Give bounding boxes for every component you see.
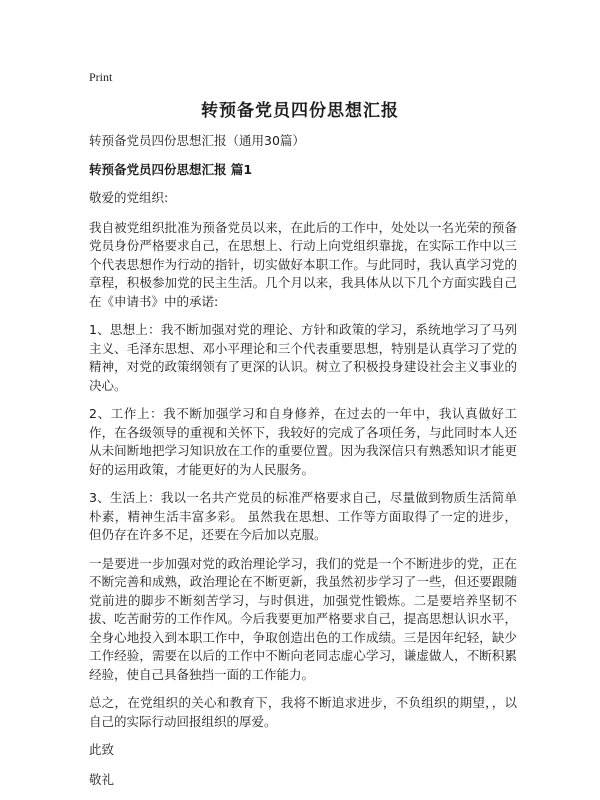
body-paragraph-life: 3、生活上：我以一名共产党员的标准严格要求自己，尽量做到物质生活简单朴素，精神生活丰富多彩。 虽然我在思想、工作等方面取得了一定的进步，但仍存在许多不足，还要在今后加以克服。 xyxy=(89,490,517,542)
salutation: 敬爱的党组织: xyxy=(89,190,169,205)
print-label: Print xyxy=(89,70,113,84)
document-subtitle: 转预备党员四份思想汇报（通用30篇） xyxy=(89,133,305,148)
document-body xyxy=(89,132,517,800)
section-heading: 转预备党员四份思想汇报 篇1 xyxy=(89,161,253,177)
closing-regards: 敬礼 xyxy=(89,771,115,787)
closing-salutation: 此致 xyxy=(89,742,115,757)
body-paragraph-improvements: 一是要进一步加强对党的政治理论学习，我们的党是一个不断进步的党，正在不断完善和成熟，政治理论在不断更新，我虽然初步学习了一些，但还要跟随党前进的脚步不断刻苦学习，与时俱进，加强党性锻炼。二是要培养坚韧不拔、吃苦耐劳的工作作风。今后我要更加严格要求自己，提高思想认识水平，全身心地投入到本职工作中，争取创造出色的工作成绩。三是因年纪轻，缺少工作经验，需要在以后的工作中不断向老同志虚心学习，谦虚做人，不断积累经验，使自己具备独挡一面的工作能力。 xyxy=(89,555,517,682)
document-title: 转预备党员四份思想汇报 xyxy=(201,101,399,121)
body-paragraph-intro: 我自被党组织批准为预备党员以来，在此后的工作中，处处以一名光荣的预备党员身份严格要求自己，在思想上、行动上向党组织靠拢，在实际工作中以三个代表思想作为行动的指针，切实做好本职工作。与此同时，我认真学习党的章程，积极参加党的民主生活。几个月以来，我具体从以下几个方面实践自己在《申请书》中的承诺: xyxy=(89,219,517,309)
body-paragraph-summary: 总之，在党组织的关心和教育下，我将不断追求进步，不负组织的期望，，以自己的实际行动回报组织的厚爱。 xyxy=(89,695,517,729)
body-paragraph-thought: 1、思想上：我不断加强对党的理论、方针和政策的学习，系统地学习了马列主义、毛泽东思想、邓小平理论和三个代表重要思想，特别是认真学习了党的精神，对党的政策纲领有了更深的认识。树立了积极投身建设社会主义事业的决心。 xyxy=(89,322,517,393)
body-paragraph-work: 2、工作上：我不断加强学习和自身修养，在过去的一年中，我认真做好工作，在各级领导的重视和关怀下，我较好的完成了各项任务，与此同时本人还从未间断地把学习知识放在工作的重要位置。因为我深信只有熟悉知识才能更好的运用政策，才能更好的为人民服务。 xyxy=(89,406,517,477)
